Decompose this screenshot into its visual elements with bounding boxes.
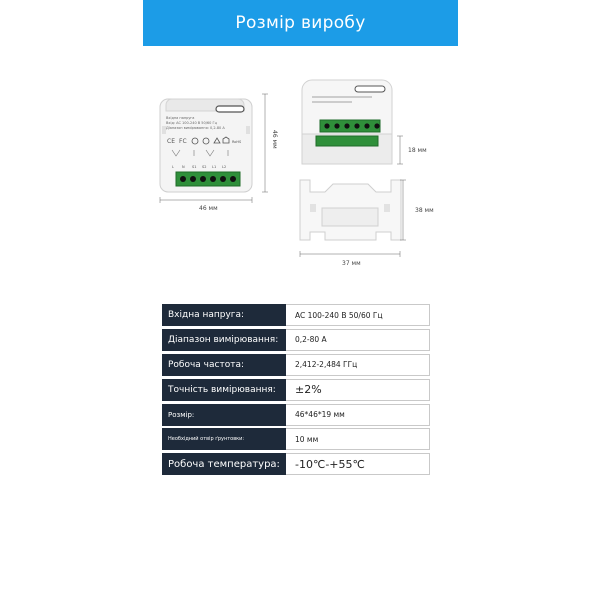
side-device xyxy=(302,80,392,164)
product-dimension-figure xyxy=(150,72,450,282)
spec-table xyxy=(162,304,430,478)
terminal-label-l: L xyxy=(172,165,174,169)
front-height-label: 46 мм xyxy=(271,130,278,149)
spec-row-measurement-range xyxy=(162,329,430,351)
ce-mark: CE xyxy=(167,138,175,145)
front-width-label: 46 мм xyxy=(199,205,218,212)
front-text-line-2: Вхід: AC 100-240 В 50/60 Гц xyxy=(166,121,218,125)
bracket-height-label: 38 мм xyxy=(415,207,434,214)
front-device xyxy=(160,99,252,192)
spec-value: 46*46*19 мм xyxy=(286,404,430,426)
page-title: Розмір виробу xyxy=(235,13,366,33)
front-text-line-3: Діапазон вимірювання: 0,2-80 А xyxy=(166,126,225,130)
mounting-bracket xyxy=(300,180,401,240)
page-title-banner xyxy=(143,0,458,46)
side-height-label: 18 мм xyxy=(408,147,427,154)
side-height-dimension xyxy=(397,136,427,164)
terminal-label-s1: S1 xyxy=(192,165,197,169)
spec-value: 0,2-80 А xyxy=(286,329,430,351)
fc-mark: FC xyxy=(179,138,187,145)
spec-label: Точність вимірювання: xyxy=(162,379,286,401)
spec-label: Робоча частота: xyxy=(162,354,286,376)
spec-label: Необхідний отвір ґрунтовки: xyxy=(162,428,286,450)
spec-label: Робоча температура: xyxy=(162,453,286,475)
front-width-dimension xyxy=(160,197,252,212)
rohs-mark: RoHS xyxy=(232,140,242,144)
spec-value: AC 100-240 В 50/60 Гц xyxy=(286,304,430,326)
bracket-width-label: 37 мм xyxy=(342,260,361,267)
terminal-label-l1: L1 xyxy=(212,165,217,169)
bracket-height-dimension xyxy=(400,180,434,240)
terminal-label-l2: L2 xyxy=(222,165,227,169)
spec-value: -10℃-+55℃ xyxy=(286,453,430,475)
spec-value: ±2% xyxy=(286,379,430,401)
spec-label: Діапазон вимірювання: xyxy=(162,329,286,351)
spec-value: 10 мм xyxy=(286,428,430,450)
spec-row-input-voltage xyxy=(162,304,430,326)
terminal-label-s2: S2 xyxy=(202,165,207,169)
spec-row-required-hole xyxy=(162,428,430,450)
spec-label: Розмір: xyxy=(162,404,286,426)
front-height-dimension xyxy=(262,94,278,192)
spec-row-operating-frequency xyxy=(162,354,430,376)
front-text-line-1: Вхідна напруга xyxy=(166,116,195,120)
spec-row-accuracy xyxy=(162,379,430,401)
spec-label: Вхідна напруга: xyxy=(162,304,286,326)
bracket-width-dimension xyxy=(300,251,400,267)
spec-value: 2,412-2,484 ГГц xyxy=(286,354,430,376)
spec-row-size xyxy=(162,404,430,426)
terminal-label-n: N xyxy=(182,165,185,169)
spec-row-operating-temperature xyxy=(162,453,430,475)
